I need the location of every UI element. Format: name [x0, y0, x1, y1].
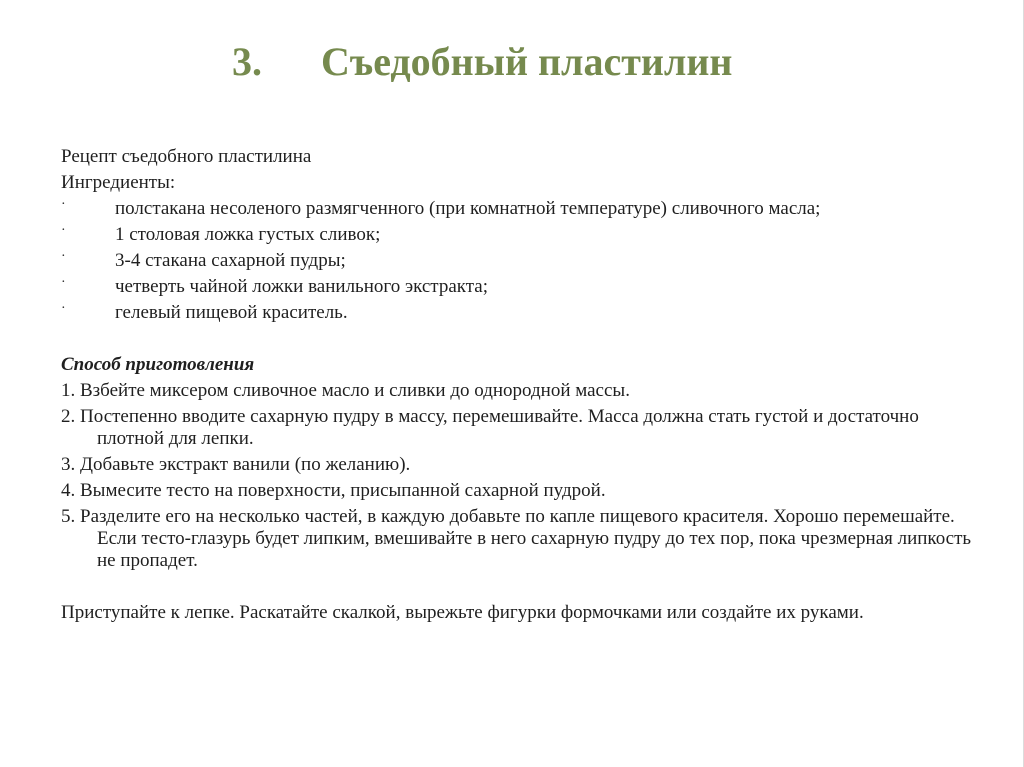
slide-title: [232, 38, 732, 85]
bullet-icon: ·: [61, 249, 66, 264]
step-item: 3. Добавьте экстракт ванили (по желанию).: [61, 454, 411, 475]
step-item: 5. Разделите его на несколько частей, в каждую добавьте по капле пищевого красителя. Хорошо перемешайте. Если тесто-глазурь будет липким, вмешивайте в него сахарную пудру до тех пор, пока чрезмерная липкость не пропадет.: [61, 506, 972, 571]
bullet-icon: ·: [61, 223, 66, 238]
bullet-icon: ·: [61, 275, 66, 290]
recipe-heading: Рецепт съедобного пластилина: [61, 146, 312, 167]
list-item: · гелевый пищевой краситель.: [61, 302, 981, 324]
slide-title-number: 3.: [232, 39, 262, 84]
ingredients-heading: Ингредиенты:: [61, 172, 176, 193]
list-item: · 1 столовая ложка густых сливок;: [61, 224, 981, 246]
bullet-icon: ·: [61, 301, 66, 316]
steps-list: [61, 380, 981, 572]
slide-body: [61, 146, 981, 624]
spacer: [61, 576, 981, 602]
step-item: 4. Вымесите тесто на поверхности, присыпанной сахарной пудрой.: [61, 480, 606, 501]
bullet-icon: ·: [61, 197, 66, 212]
step-item: 1. Взбейте миксером сливочное масло и сливки до однородной массы.: [61, 380, 630, 401]
slide-title-text: Съедобный пластилин: [321, 39, 733, 84]
spacer: [61, 328, 981, 354]
ingredients-list: [61, 198, 981, 324]
method-heading: Способ приготовления: [61, 354, 255, 375]
list-item: · 3-4 стакана сахарной пудры;: [61, 250, 981, 272]
closing-paragraph: Приступайте к лепке. Раскатайте скалкой, вырежьте фигурки формочками или создайте их руками.: [61, 602, 864, 623]
list-item: · полстакана несоленого размягченного (при комнатной температуре) сливочного масла;: [61, 198, 981, 220]
list-item: · четверть чайной ложки ванильного экстракта;: [61, 276, 981, 298]
step-item: 2. Постепенно вводите сахарную пудру в массу, перемешивайте. Масса должна стать густой и достаточно плотной для лепки.: [61, 406, 919, 449]
